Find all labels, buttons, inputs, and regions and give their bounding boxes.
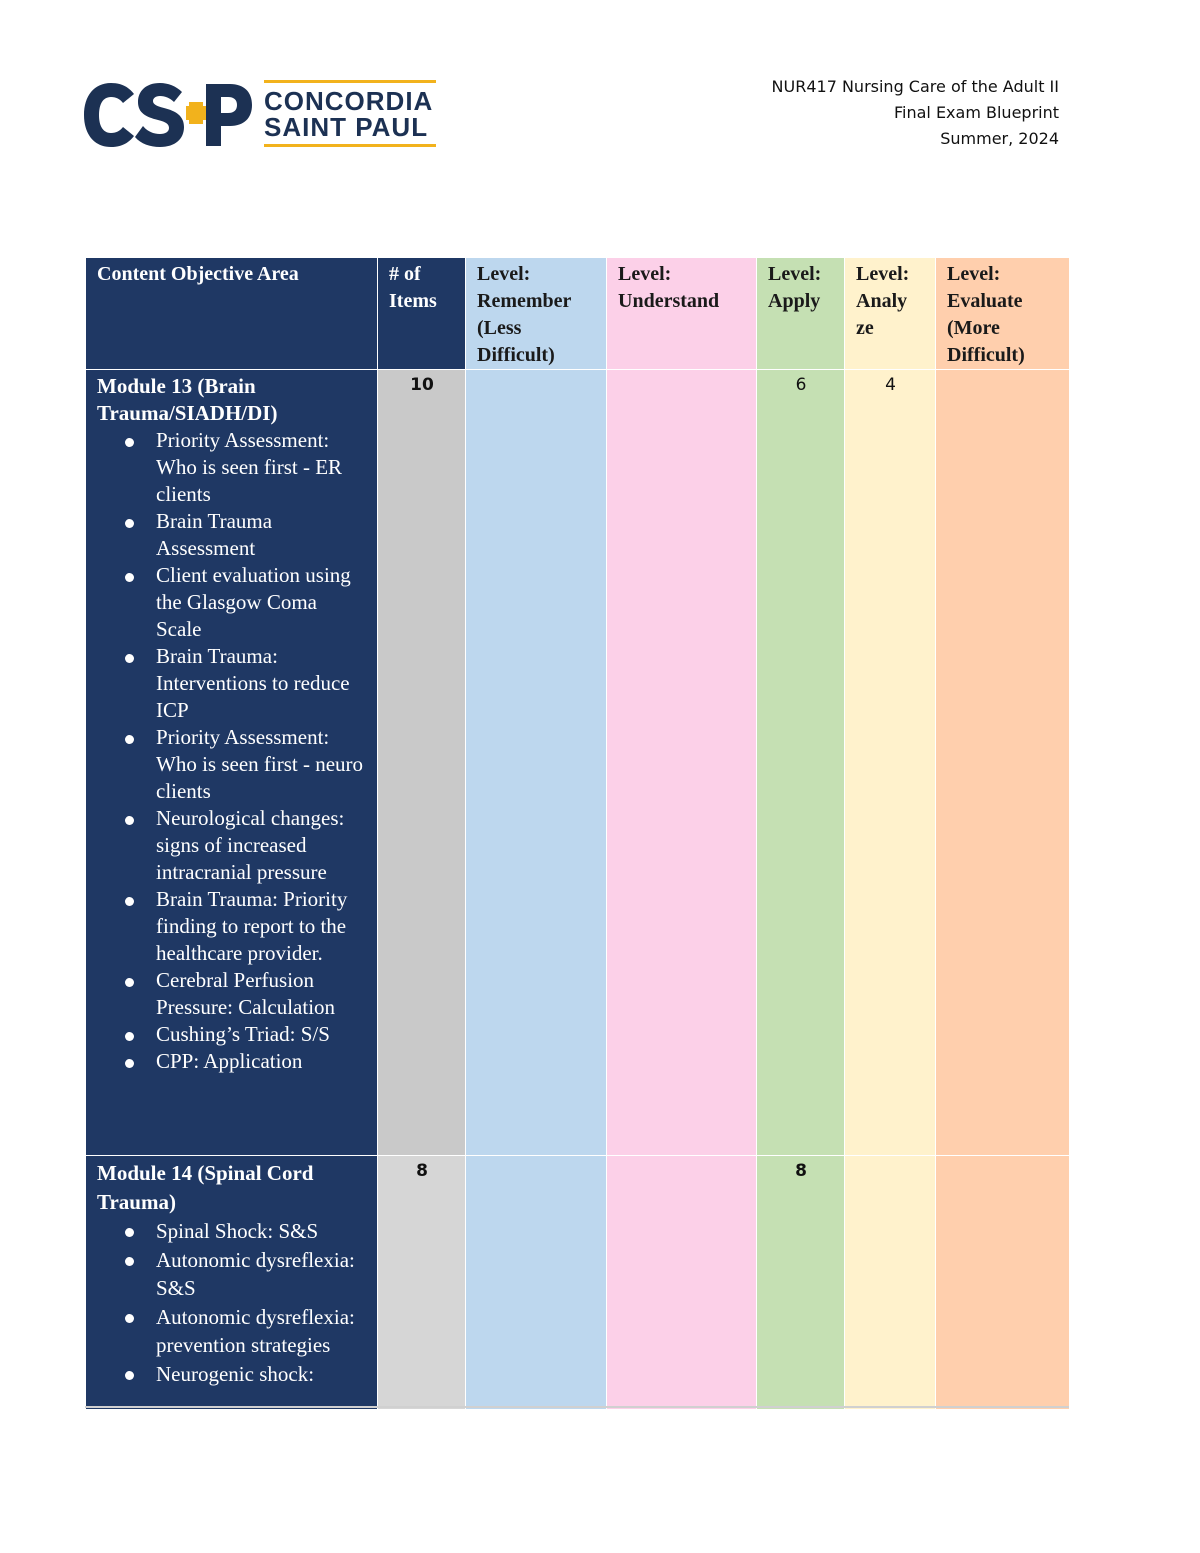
header-level-apply: Level: Apply	[757, 258, 845, 370]
header-content-objective: Content Objective Area	[86, 258, 378, 370]
module-13-content	[86, 370, 378, 1156]
logo-rule-bottom	[264, 144, 436, 147]
list-item: Brain Trauma: Interventions to reduce ICP	[156, 643, 367, 724]
module-14-understand	[607, 1156, 757, 1410]
list-item: Cerebral Perfusion Pressure: Calculation	[156, 967, 367, 1021]
header-item-count: # of Items	[378, 258, 466, 370]
list-item: Client evaluation using the Glasgow Coma Scale	[156, 562, 367, 643]
document-header	[772, 74, 1059, 152]
module-14-title: Module 14 (Spinal Cord Trauma)	[97, 1161, 314, 1214]
module-14-apply: 8	[757, 1156, 845, 1410]
list-item: Brain Trauma: Priority finding to report to the healthcare provider.	[156, 886, 367, 967]
module-14-topics	[97, 1217, 367, 1388]
module-13-remember	[466, 370, 607, 1156]
header-level-analyze: Level: Analy ze	[845, 258, 936, 370]
module-13-evaluate	[936, 370, 1070, 1156]
header-level-remember: Level: Remember (Less Difficult)	[466, 258, 607, 370]
table-bottom-rule	[85, 1406, 1069, 1408]
logo-concordia: CONCORDIA	[264, 86, 434, 116]
table-row	[86, 370, 1070, 1156]
logo-rule-top	[264, 80, 436, 83]
list-item: Cushing’s Triad: S/S	[156, 1021, 367, 1048]
module-14-evaluate	[936, 1156, 1070, 1410]
list-item: Autonomic dysreflexia: prevention strategies	[156, 1303, 367, 1360]
module-13-item-count: 10	[378, 370, 466, 1156]
list-item: Brain Trauma Assessment	[156, 508, 367, 562]
module-14-content	[86, 1156, 378, 1410]
header-level-understand: Level: Understand	[607, 258, 757, 370]
module-13-topics	[97, 427, 367, 1075]
blueprint-table	[85, 257, 1070, 1410]
list-item: Autonomic dysreflexia: S&S	[156, 1246, 367, 1303]
header-level-evaluate: Level: Evaluate (More Difficult)	[936, 258, 1070, 370]
module-14-remember	[466, 1156, 607, 1410]
concordia-logo	[82, 80, 438, 150]
list-item: Spinal Shock: S&S	[156, 1217, 367, 1246]
list-item: Neurogenic shock:	[156, 1360, 367, 1389]
list-item: Priority Assessment: Who is seen first - neuro clients	[156, 724, 367, 805]
module-14-analyze	[845, 1156, 936, 1410]
table-row	[86, 1156, 1070, 1410]
module-14-item-count: 8	[378, 1156, 466, 1410]
list-item: Neurological changes: signs of increased intracranial pressure	[156, 805, 367, 886]
module-13-title: Module 13 (Brain Trauma/SIADH/DI)	[97, 374, 278, 425]
document-title: Final Exam Blueprint	[893, 103, 1059, 122]
list-item: CPP: Application	[156, 1048, 367, 1075]
list-item: Priority Assessment: Who is seen first - ER clients	[156, 427, 367, 508]
csp-logo-mark	[82, 80, 254, 150]
table-header-row	[86, 258, 1070, 370]
module-13-analyze: 4	[845, 370, 936, 1156]
course-title: NUR417 Nursing Care of the Adult II	[771, 77, 1059, 96]
module-13-apply: 6	[757, 370, 845, 1156]
module-13-understand	[607, 370, 757, 1156]
term-label: Summer, 2024	[940, 129, 1059, 148]
logo-saint-paul: SAINT PAUL	[264, 112, 429, 142]
